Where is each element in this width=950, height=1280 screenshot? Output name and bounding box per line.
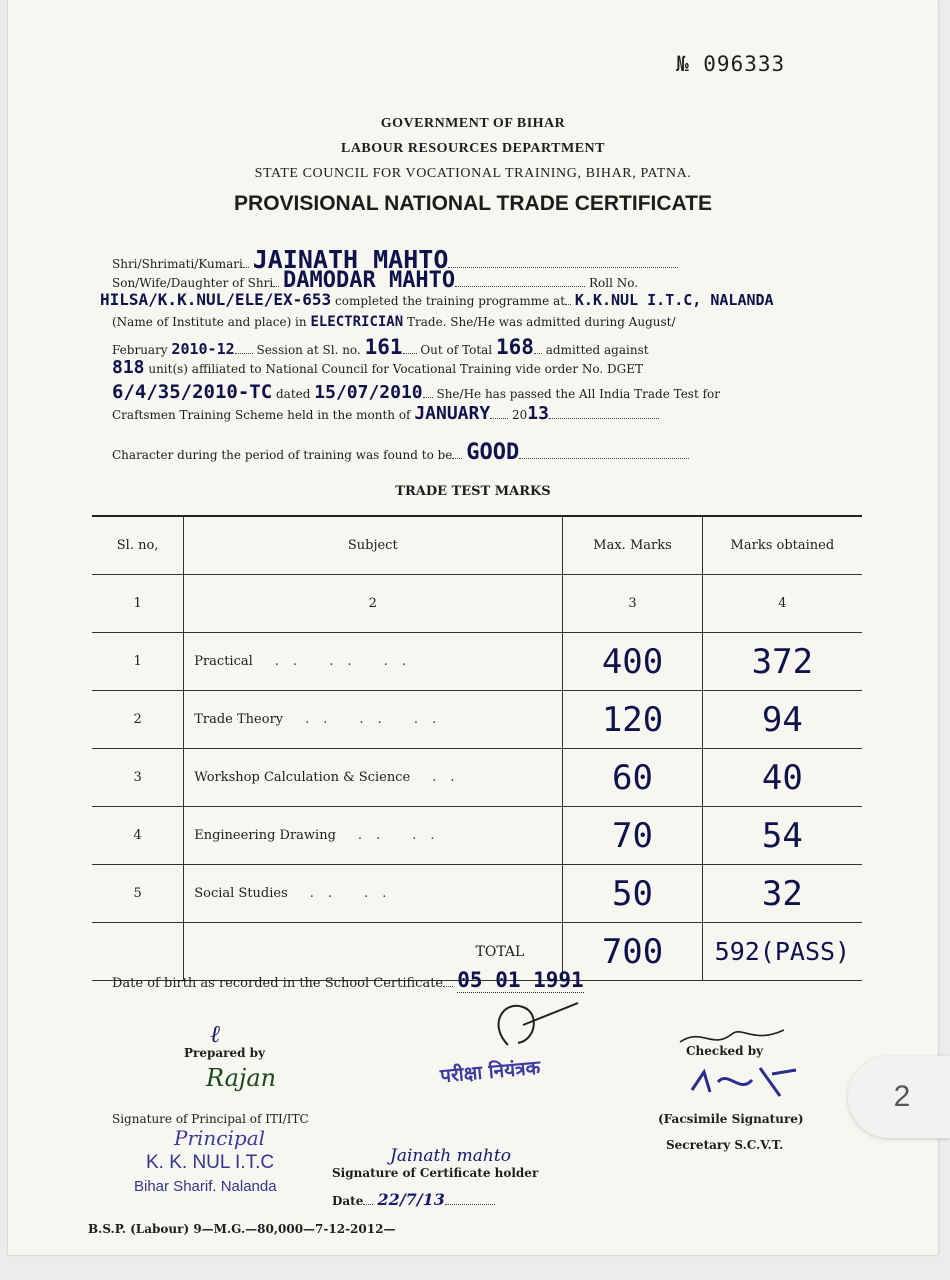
name-label: Shri/Shrimati/Kumari — [112, 257, 243, 271]
year-prefix: 20 — [512, 408, 528, 422]
trade-value: ELECTRICIAN — [310, 314, 404, 330]
session-value: 2010-12 — [171, 340, 235, 358]
holder-sign-label: Signature of Certificate holder — [332, 1166, 539, 1180]
row-max: 400 — [563, 633, 702, 691]
row-sl: 3 — [92, 749, 184, 807]
header-department: LABOUR RESOURCES DEPARTMENT — [340, 141, 605, 156]
craftsmen-text: Craftsmen Training Scheme held in the month of — [112, 408, 411, 422]
stamp-institute: K. K. NUL I.T.C — [146, 1152, 275, 1173]
order-value: 6/4/35/2010-TC — [112, 381, 273, 403]
passed-text: She/He has passed the All India Trade Test for — [436, 387, 720, 401]
dob-label: Date of birth as recorded in the School Certificate — [112, 976, 444, 991]
col-number: 2 — [184, 575, 563, 633]
principal-signature: Rajan — [206, 1064, 277, 1092]
col-header-obtained: Marks obtained — [702, 516, 862, 575]
total-max: 700 — [563, 923, 702, 981]
prepared-by-label: Prepared by — [184, 1046, 266, 1060]
row-sl: 1 — [92, 633, 184, 691]
col-number: 4 — [702, 575, 862, 633]
out-of-text: Out of Total — [420, 343, 493, 357]
year-value: 13 — [527, 403, 549, 424]
facsimile-signature-scribble — [684, 1060, 804, 1104]
completed-text: completed the training programme at — [335, 294, 566, 308]
row-max: 50 — [563, 865, 702, 923]
row-subject: Engineering Drawing — [194, 828, 336, 843]
session-text: Session at Sl. no. — [256, 343, 361, 357]
character-value: GOOD — [466, 440, 520, 465]
institute-line — [112, 314, 676, 330]
row-obtained: 94 — [702, 691, 862, 749]
row-sl: 5 — [92, 865, 184, 923]
marks-table — [92, 515, 862, 981]
row-subject: Practical — [194, 654, 253, 669]
character-label: Character during the period of training was found to be — [112, 448, 453, 462]
certificate-number: № 096333 — [676, 52, 786, 76]
dob-line — [112, 968, 584, 992]
stamp-principal-title: Principal — [174, 1126, 266, 1150]
row-max: 60 — [563, 749, 702, 807]
col-header-subject: Subject — [184, 516, 563, 575]
table-row — [92, 865, 862, 923]
row-obtained: 40 — [702, 749, 862, 807]
row-subject-cell: Workshop Calculation & Science .. — [184, 749, 563, 807]
admitted-text: admitted against — [545, 343, 649, 357]
parent-value: DAMODAR MAHTO — [282, 268, 456, 293]
total-label: TOTAL — [184, 923, 563, 981]
institute-label: (Name of Institute and place) in — [112, 315, 307, 329]
preparer-signature: ℓ — [210, 1020, 220, 1048]
dated-value: 15/07/2010 — [314, 382, 423, 403]
header-government: GOVERNMENT OF BIHAR — [380, 116, 566, 131]
row-max: 120 — [563, 691, 702, 749]
roll-line — [100, 290, 774, 309]
print-footer: B.S.P. (Labour) 9—M.G.—80,000—7-12-2012— — [88, 1222, 396, 1236]
units-line — [112, 357, 643, 378]
date-label: Date — [332, 1194, 364, 1208]
table-row — [92, 807, 862, 865]
row-subject-cell: Trade Theory .. .. .. — [184, 691, 563, 749]
character-line — [112, 440, 689, 465]
certificate-page — [8, 0, 938, 1255]
february-label: February — [112, 343, 168, 357]
row-subject-cell: Engineering Drawing .. .. — [184, 807, 563, 865]
row-subject-cell: Social Studies .. .. — [184, 865, 563, 923]
checked-by-label: Checked by — [686, 1044, 764, 1058]
dob-value: 05 01 1991 — [457, 968, 584, 992]
table-header-row — [92, 516, 862, 575]
units-text: unit(s) affiliated to National Council for Vocational Training vide order No. DGET — [148, 362, 644, 376]
total-obtained: 592(PASS) — [702, 923, 862, 981]
row-sl: 4 — [92, 807, 184, 865]
total-seats-value: 168 — [495, 335, 534, 359]
roll-label: Roll No. — [589, 276, 639, 290]
units-value: 818 — [112, 357, 145, 378]
row-subject: Workshop Calculation & Science — [194, 770, 411, 785]
holder-signature: Jainath mahto — [390, 1146, 511, 1166]
order-line — [112, 381, 720, 403]
col-header-max: Max. Marks — [563, 516, 702, 575]
row-subject-cell: Practical .. .. .. — [184, 633, 563, 691]
roll-value: HILSA/K.K.NUL/ELE/EX-653 — [100, 290, 332, 309]
secretary-label: Secretary S.C.V.T. — [666, 1138, 784, 1152]
controller-stamp: परीक्षा नियंत्रक — [439, 1056, 542, 1088]
name-value: JAINATH MAHTO — [252, 245, 449, 274]
date-line — [332, 1190, 495, 1209]
row-subject: Trade Theory — [194, 712, 284, 727]
dated-label: dated — [275, 387, 311, 401]
trade-text: Trade. She/He was admitted during August/ — [407, 315, 676, 329]
row-subject: Social Studies — [194, 886, 288, 901]
table-row — [92, 749, 862, 807]
col-header-sl: Sl. no, — [92, 516, 184, 575]
row-max: 70 — [563, 807, 702, 865]
page-number-badge[interactable]: 2 — [848, 1056, 950, 1138]
table-row — [92, 633, 862, 691]
session-line — [112, 335, 649, 359]
header-council: STATE COUNCIL FOR VOCATIONAL TRAINING, BIHAR, PATNA. — [254, 166, 692, 181]
principal-sign-label: Signature of Principal of ITI/ITC — [112, 1112, 309, 1126]
stamp-location: Bihar Sharif. Nalanda — [134, 1178, 277, 1195]
row-obtained: 32 — [702, 865, 862, 923]
sl-no-value: 161 — [364, 335, 403, 359]
date-value: 22/7/13 — [377, 1190, 445, 1209]
row-obtained: 54 — [702, 807, 862, 865]
craftsmen-line — [112, 403, 659, 424]
table-row — [92, 691, 862, 749]
facsimile-label: (Facsimile Signature) — [658, 1112, 804, 1126]
institute-value: K.K.NUL I.T.C, NALANDA — [574, 291, 774, 309]
row-obtained: 372 — [702, 633, 862, 691]
table-number-row — [92, 575, 862, 633]
row-sl: 2 — [92, 691, 184, 749]
col-number: 1 — [92, 575, 184, 633]
certificate-title: PROVISIONAL NATIONAL TRADE CERTIFICATE — [234, 192, 712, 215]
col-number: 3 — [563, 575, 702, 633]
month-value: JANUARY — [414, 403, 491, 424]
marks-heading: TRADE TEST MARKS — [395, 484, 551, 499]
parent-label: Son/Wife/Daughter of Shri — [112, 276, 274, 290]
